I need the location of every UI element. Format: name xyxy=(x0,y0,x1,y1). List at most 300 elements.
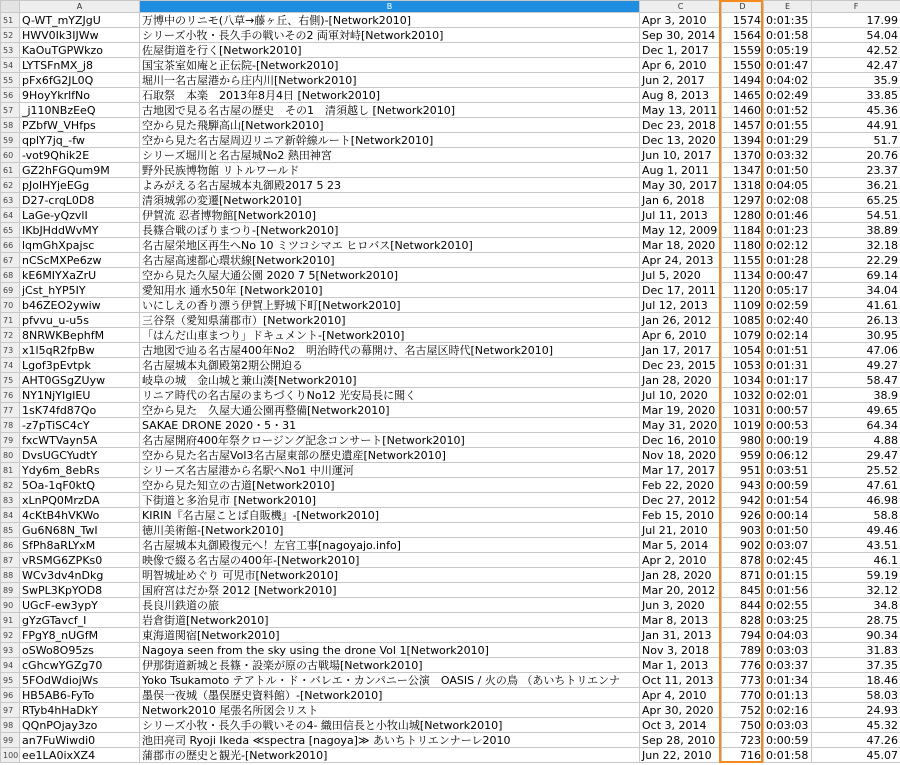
cell-b[interactable]: 「はんだ山車まつり」ドキュメント-[Network2010] xyxy=(140,328,640,343)
cell-b[interactable]: 空から見た 久屋大通公園再整備[Network2010] xyxy=(140,403,640,418)
cell-a[interactable]: pfvvu_u-u5s xyxy=(20,313,140,328)
cell-f[interactable]: 64.34 xyxy=(812,418,900,433)
cell-a[interactable]: Q-WT_mYZJgU xyxy=(20,13,140,28)
cell-d[interactable]: 1085 xyxy=(722,313,764,328)
row-header[interactable]: 66 xyxy=(1,238,20,253)
cell-f[interactable]: 54.51 xyxy=(812,208,900,223)
cell-b[interactable]: いにしえの香り漂う伊賀上野城下町[Network2010] xyxy=(140,298,640,313)
cell-a[interactable]: oSWo8O95zs xyxy=(20,643,140,658)
cell-f[interactable]: 36.21 xyxy=(812,178,900,193)
cell-a[interactable]: xLnPQ0MrzDA xyxy=(20,493,140,508)
cell-d[interactable]: 1109 xyxy=(722,298,764,313)
cell-c[interactable]: Jul 10, 2020 xyxy=(640,388,722,403)
column-header-e[interactable]: E xyxy=(764,1,812,13)
row-header[interactable]: 80 xyxy=(1,448,20,463)
row-header[interactable]: 61 xyxy=(1,163,20,178)
cell-e[interactable]: 0:03:03 xyxy=(764,643,812,658)
cell-a[interactable]: lqmGhXpajsc xyxy=(20,238,140,253)
cell-d[interactable]: 1394 xyxy=(722,133,764,148)
cell-b[interactable]: 名古屋城本丸御殿復元へ！左官工事[nagoyajo.info] xyxy=(140,538,640,553)
cell-e[interactable]: 0:02:40 xyxy=(764,313,812,328)
cell-f[interactable]: 41.61 xyxy=(812,298,900,313)
cell-e[interactable]: 0:01:28 xyxy=(764,253,812,268)
cell-e[interactable]: 0:00:59 xyxy=(764,733,812,748)
cell-b[interactable]: Nagoya seen from the sky using the drone Vol 1[Network2010] xyxy=(140,643,640,658)
cell-c[interactable]: Jul 21, 2010 xyxy=(640,523,722,538)
cell-b[interactable]: 古地図で辿る名古屋400年No2 明治時代の幕開け、名古屋区時代[Network2010] xyxy=(140,343,640,358)
row-header[interactable]: 87 xyxy=(1,553,20,568)
row-header[interactable]: 55 xyxy=(1,73,20,88)
cell-d[interactable]: 1457 xyxy=(722,118,764,133)
row-header[interactable]: 56 xyxy=(1,88,20,103)
cell-a[interactable]: LYTSFnMX_j8 xyxy=(20,58,140,73)
cell-f[interactable]: 54.04 xyxy=(812,28,900,43)
cell-f[interactable]: 58.47 xyxy=(812,373,900,388)
cell-b[interactable]: シリーズ名古屋港から名駅へNo1 中川運河 xyxy=(140,463,640,478)
cell-b[interactable]: 空から見た久屋大通公園 2020 7 5[Network2010] xyxy=(140,268,640,283)
cell-b[interactable]: 万博中のリニモ(八草→藤ヶ丘、右側)-[Network2010] xyxy=(140,13,640,28)
cell-d[interactable]: 794 xyxy=(722,628,764,643)
cell-d[interactable]: 789 xyxy=(722,643,764,658)
row-header[interactable]: 60 xyxy=(1,148,20,163)
cell-a[interactable]: Gu6N68N_TwI xyxy=(20,523,140,538)
cell-b[interactable]: SAKAE DRONE 2020・5・31 xyxy=(140,418,640,433)
cell-b[interactable]: KIRIN『名古屋ことば自販機』-[Network2010] xyxy=(140,508,640,523)
row-header[interactable]: 97 xyxy=(1,703,20,718)
cell-b[interactable]: 長篠合戦のぼりまつり-[Network2010] xyxy=(140,223,640,238)
row-header[interactable]: 86 xyxy=(1,538,20,553)
cell-a[interactable]: IKbJHddWvMY xyxy=(20,223,140,238)
cell-c[interactable]: Mar 19, 2020 xyxy=(640,403,722,418)
cell-b[interactable]: Network2010 尾張名所図会リスト xyxy=(140,703,640,718)
cell-e[interactable]: 0:01:34 xyxy=(764,673,812,688)
cell-d[interactable]: 723 xyxy=(722,733,764,748)
cell-f[interactable]: 46.98 xyxy=(812,493,900,508)
row-header[interactable]: 64 xyxy=(1,208,20,223)
cell-d[interactable]: 1184 xyxy=(722,223,764,238)
cell-e[interactable]: 0:01:47 xyxy=(764,58,812,73)
cell-a[interactable]: vRSMG6ZPKs0 xyxy=(20,553,140,568)
cell-d[interactable]: 1031 xyxy=(722,403,764,418)
cell-d[interactable]: 871 xyxy=(722,568,764,583)
cell-b[interactable]: シリーズ小牧・長久手の戦いその2 両軍対峙[Network2010] xyxy=(140,28,640,43)
cell-e[interactable]: 0:00:47 xyxy=(764,268,812,283)
cell-e[interactable]: 0:05:19 xyxy=(764,43,812,58)
cell-b[interactable]: よみがえる名古屋城本丸御殿2017 5 23 xyxy=(140,178,640,193)
cell-d[interactable]: 878 xyxy=(722,553,764,568)
cell-b[interactable]: 名古屋城本丸御殿第2期公開迫る xyxy=(140,358,640,373)
row-header[interactable]: 62 xyxy=(1,178,20,193)
row-header[interactable]: 100 xyxy=(1,748,20,763)
cell-c[interactable]: Jul 5, 2020 xyxy=(640,268,722,283)
cell-e[interactable]: 0:04:02 xyxy=(764,73,812,88)
cell-f[interactable]: 28.75 xyxy=(812,613,900,628)
cell-d[interactable]: 1347 xyxy=(722,163,764,178)
cell-b[interactable]: Yoko Tsukamoto テアトル・ド・バレエ・カンパニー公演 OASIS / 火の鳥 （あいちトリエンナ xyxy=(140,673,640,688)
cell-b[interactable]: 名古屋開府400年祭クロージング記念コンサート[Network2010] xyxy=(140,433,640,448)
cell-f[interactable]: 69.14 xyxy=(812,268,900,283)
cell-a[interactable]: gYzGTavcf_I xyxy=(20,613,140,628)
cell-c[interactable]: Mar 20, 2012 xyxy=(640,583,722,598)
cell-a[interactable]: -vot9Qhik2E xyxy=(20,148,140,163)
row-header[interactable]: 98 xyxy=(1,718,20,733)
cell-f[interactable]: 25.52 xyxy=(812,463,900,478)
cell-a[interactable]: -z7pTiSC4cY xyxy=(20,418,140,433)
cell-c[interactable]: Jul 11, 2013 xyxy=(640,208,722,223)
cell-c[interactable]: Dec 27, 2012 xyxy=(640,493,722,508)
cell-d[interactable]: 980 xyxy=(722,433,764,448)
cell-e[interactable]: 0:00:57 xyxy=(764,403,812,418)
cell-e[interactable]: 0:01:46 xyxy=(764,208,812,223)
cell-e[interactable]: 0:05:17 xyxy=(764,283,812,298)
row-header[interactable]: 88 xyxy=(1,568,20,583)
cell-b[interactable]: 徳川美術館-[Network2010] xyxy=(140,523,640,538)
cell-a[interactable]: nCScMXPe6zw xyxy=(20,253,140,268)
cell-b[interactable]: 墨俣一夜城（墨俣歴史資料館）-[Network2010] xyxy=(140,688,640,703)
cell-b[interactable]: 三谷祭（愛知県蒲郡市）[Network2010] xyxy=(140,313,640,328)
cell-e[interactable]: 0:03:37 xyxy=(764,658,812,673)
cell-c[interactable]: Jan 6, 2018 xyxy=(640,193,722,208)
cell-c[interactable]: Apr 4, 2010 xyxy=(640,688,722,703)
row-header[interactable]: 79 xyxy=(1,433,20,448)
row-header[interactable]: 93 xyxy=(1,643,20,658)
cell-b[interactable]: 映像で綴る名古屋の400年-[Network2010] xyxy=(140,553,640,568)
cell-e[interactable]: 0:02:08 xyxy=(764,193,812,208)
cell-c[interactable]: May 12, 2009 xyxy=(640,223,722,238)
cell-d[interactable]: 943 xyxy=(722,478,764,493)
row-header[interactable]: 72 xyxy=(1,328,20,343)
cell-f[interactable]: 47.06 xyxy=(812,343,900,358)
cell-b[interactable]: 岐阜の城 金山城と兼山湊[Network2010] xyxy=(140,373,640,388)
column-header-b[interactable]: B xyxy=(140,1,640,13)
row-header[interactable]: 96 xyxy=(1,688,20,703)
cell-f[interactable]: 43.51 xyxy=(812,538,900,553)
cell-e[interactable]: 0:02:59 xyxy=(764,298,812,313)
cell-b[interactable]: 名古屋栄地区再生へNo 10 ミツコシマエ ヒロバス[Network2010] xyxy=(140,238,640,253)
row-header[interactable]: 78 xyxy=(1,418,20,433)
cell-e[interactable]: 0:04:05 xyxy=(764,178,812,193)
cell-b[interactable]: 蒲郡市の歴史と観光-[Network2010] xyxy=(140,748,640,763)
cell-a[interactable]: an7FuWiwdi0 xyxy=(20,733,140,748)
cell-c[interactable]: Oct 3, 2014 xyxy=(640,718,722,733)
cell-a[interactable]: 8NRWKBephfM xyxy=(20,328,140,343)
cell-c[interactable]: Apr 3, 2010 xyxy=(640,13,722,28)
cell-f[interactable]: 37.35 xyxy=(812,658,900,673)
cell-d[interactable]: 1054 xyxy=(722,343,764,358)
cell-d[interactable]: 770 xyxy=(722,688,764,703)
cell-b[interactable]: 堀川一名古屋港から庄内川[Network2010] xyxy=(140,73,640,88)
cell-a[interactable]: SfPh8aRLYxM xyxy=(20,538,140,553)
cell-c[interactable]: Jun 3, 2020 xyxy=(640,598,722,613)
row-header[interactable]: 63 xyxy=(1,193,20,208)
row-header[interactable]: 99 xyxy=(1,733,20,748)
cell-e[interactable]: 0:02:14 xyxy=(764,328,812,343)
cell-e[interactable]: 0:00:19 xyxy=(764,433,812,448)
cell-d[interactable]: 942 xyxy=(722,493,764,508)
cell-e[interactable]: 0:02:12 xyxy=(764,238,812,253)
cell-f[interactable]: 30.95 xyxy=(812,328,900,343)
cell-e[interactable]: 0:01:35 xyxy=(764,13,812,28)
cell-c[interactable]: Dec 13, 2020 xyxy=(640,133,722,148)
cell-c[interactable]: Aug 8, 2013 xyxy=(640,88,722,103)
cell-b[interactable]: 池田亮司 Ryoji Ikeda ≪spectra [nagoya]≫ あいちトリエンナーレ2010 xyxy=(140,733,640,748)
cell-d[interactable]: 1564 xyxy=(722,28,764,43)
cell-f[interactable]: 49.65 xyxy=(812,403,900,418)
cell-b[interactable]: シリーズ堀川と名古屋城No2 熱田神宮 xyxy=(140,148,640,163)
cell-d[interactable]: 1559 xyxy=(722,43,764,58)
row-header[interactable]: 84 xyxy=(1,508,20,523)
cell-d[interactable]: 903 xyxy=(722,523,764,538)
cell-c[interactable]: Aug 1, 2011 xyxy=(640,163,722,178)
row-header[interactable]: 83 xyxy=(1,493,20,508)
cell-d[interactable]: 716 xyxy=(722,748,764,763)
cell-e[interactable]: 0:01:55 xyxy=(764,118,812,133)
cell-f[interactable]: 47.61 xyxy=(812,478,900,493)
cell-e[interactable]: 0:01:58 xyxy=(764,748,812,763)
cell-f[interactable]: 22.29 xyxy=(812,253,900,268)
cell-e[interactable]: 0:02:01 xyxy=(764,388,812,403)
row-header[interactable]: 82 xyxy=(1,478,20,493)
cell-e[interactable]: 0:03:25 xyxy=(764,613,812,628)
row-header[interactable]: 90 xyxy=(1,598,20,613)
cell-c[interactable]: Apr 6, 2010 xyxy=(640,58,722,73)
cell-f[interactable]: 4.88 xyxy=(812,433,900,448)
row-header[interactable]: 59 xyxy=(1,133,20,148)
cell-c[interactable]: Dec 23, 2018 xyxy=(640,118,722,133)
cell-c[interactable]: Mar 5, 2014 xyxy=(640,538,722,553)
row-header[interactable]: 52 xyxy=(1,28,20,43)
select-all-corner[interactable] xyxy=(1,1,20,13)
cell-b[interactable]: 野外民族博物館 リトルワールド xyxy=(140,163,640,178)
row-header[interactable]: 89 xyxy=(1,583,20,598)
cell-b[interactable]: シリーズ小牧・長久手の戦いその4- 織田信長と小牧山城[Network2010] xyxy=(140,718,640,733)
row-header[interactable]: 76 xyxy=(1,388,20,403)
cell-d[interactable]: 959 xyxy=(722,448,764,463)
cell-d[interactable]: 951 xyxy=(722,463,764,478)
cell-f[interactable]: 20.76 xyxy=(812,148,900,163)
cell-e[interactable]: 0:01:50 xyxy=(764,163,812,178)
column-header-a[interactable]: A xyxy=(20,1,140,13)
cell-d[interactable]: 750 xyxy=(722,718,764,733)
cell-f[interactable]: 45.32 xyxy=(812,718,900,733)
cell-a[interactable]: b46ZEO2ywiw xyxy=(20,298,140,313)
cell-b[interactable]: 東海道関宿[Network2010] xyxy=(140,628,640,643)
cell-e[interactable]: 0:03:07 xyxy=(764,538,812,553)
cell-e[interactable]: 0:01:54 xyxy=(764,493,812,508)
cell-f[interactable]: 38.9 xyxy=(812,388,900,403)
cell-e[interactable]: 0:01:52 xyxy=(764,103,812,118)
cell-a[interactable]: RTyb4hHaDkY xyxy=(20,703,140,718)
cell-e[interactable]: 0:04:03 xyxy=(764,628,812,643)
row-header[interactable]: 58 xyxy=(1,118,20,133)
cell-e[interactable]: 0:02:16 xyxy=(764,703,812,718)
cell-c[interactable]: Jul 12, 2013 xyxy=(640,298,722,313)
cell-b[interactable]: 伊賀流 忍者博物館[Network2010] xyxy=(140,208,640,223)
cell-a[interactable]: pJolHYjeEGg xyxy=(20,178,140,193)
cell-f[interactable]: 45.07 xyxy=(812,748,900,763)
cell-b[interactable]: 伊那街道新城と長篠・設楽が原の古戦場[Network2010] xyxy=(140,658,640,673)
cell-e[interactable]: 0:01:23 xyxy=(764,223,812,238)
cell-b[interactable]: 名古屋高速都心環状線[Network2010] xyxy=(140,253,640,268)
cell-e[interactable]: 0:02:55 xyxy=(764,598,812,613)
cell-b[interactable]: 長良川鉄道の旅 xyxy=(140,598,640,613)
cell-f[interactable]: 26.13 xyxy=(812,313,900,328)
cell-c[interactable]: Apr 24, 2013 xyxy=(640,253,722,268)
cell-a[interactable]: SwPL3KpYOD8 xyxy=(20,583,140,598)
cell-d[interactable]: 752 xyxy=(722,703,764,718)
cell-c[interactable]: Apr 30, 2020 xyxy=(640,703,722,718)
cell-f[interactable]: 49.27 xyxy=(812,358,900,373)
cell-e[interactable]: 0:00:53 xyxy=(764,418,812,433)
cell-f[interactable]: 44.91 xyxy=(812,118,900,133)
cell-c[interactable]: Dec 16, 2010 xyxy=(640,433,722,448)
cell-c[interactable]: Jun 22, 2010 xyxy=(640,748,722,763)
cell-f[interactable]: 18.46 xyxy=(812,673,900,688)
cell-a[interactable]: 1sK74fd87Qo xyxy=(20,403,140,418)
cell-a[interactable]: pFx6fG2JL0Q xyxy=(20,73,140,88)
cell-d[interactable]: 1280 xyxy=(722,208,764,223)
cell-f[interactable]: 17.99 xyxy=(812,13,900,28)
cell-e[interactable]: 0:01:58 xyxy=(764,28,812,43)
cell-a[interactable]: qplY7jq_-fw xyxy=(20,133,140,148)
cell-a[interactable]: UGcF-ew3ypY xyxy=(20,598,140,613)
cell-b[interactable]: リニア時代の名古屋のまちづくりNo12 光安局長に聞く xyxy=(140,388,640,403)
cell-f[interactable]: 42.52 xyxy=(812,43,900,58)
cell-c[interactable]: Jan 17, 2017 xyxy=(640,343,722,358)
cell-c[interactable]: Sep 30, 2014 xyxy=(640,28,722,43)
cell-c[interactable]: Jan 26, 2012 xyxy=(640,313,722,328)
cell-a[interactable]: fxcWTVayn5A xyxy=(20,433,140,448)
cell-f[interactable]: 34.8 xyxy=(812,598,900,613)
cell-c[interactable]: Sep 28, 2010 xyxy=(640,733,722,748)
cell-d[interactable]: 1053 xyxy=(722,358,764,373)
cell-f[interactable]: 59.19 xyxy=(812,568,900,583)
cell-c[interactable]: Jan 31, 2013 xyxy=(640,628,722,643)
cell-e[interactable]: 0:01:51 xyxy=(764,343,812,358)
cell-d[interactable]: 1370 xyxy=(722,148,764,163)
cell-d[interactable]: 1134 xyxy=(722,268,764,283)
cell-a[interactable]: Lgof3pEvtpk xyxy=(20,358,140,373)
row-header[interactable]: 67 xyxy=(1,253,20,268)
cell-c[interactable]: Dec 17, 2011 xyxy=(640,283,722,298)
row-header[interactable]: 95 xyxy=(1,673,20,688)
cell-e[interactable]: 0:03:03 xyxy=(764,718,812,733)
cell-a[interactable]: QQnPOjay3zo xyxy=(20,718,140,733)
cell-f[interactable]: 90.34 xyxy=(812,628,900,643)
cell-e[interactable]: 0:00:59 xyxy=(764,478,812,493)
cell-f[interactable]: 45.36 xyxy=(812,103,900,118)
cell-f[interactable]: 51.7 xyxy=(812,133,900,148)
cell-b[interactable]: 清須城郭の変遷[Network2010] xyxy=(140,193,640,208)
row-header[interactable]: 77 xyxy=(1,403,20,418)
cell-b[interactable]: 国宝茶室如庵と正伝院-[Network2010] xyxy=(140,58,640,73)
cell-a[interactable]: Ydy6m_8ebRs xyxy=(20,463,140,478)
row-header[interactable]: 75 xyxy=(1,373,20,388)
cell-a[interactable]: HB5AB6-FyTo xyxy=(20,688,140,703)
cell-a[interactable]: 9HoyYkrlfNo xyxy=(20,88,140,103)
cell-b[interactable]: 古地図で見る名古屋の歴史 その1 清須越し [Network2010] xyxy=(140,103,640,118)
cell-a[interactable]: cGhcwYGZg70 xyxy=(20,658,140,673)
cell-f[interactable]: 35.9 xyxy=(812,73,900,88)
cell-d[interactable]: 926 xyxy=(722,508,764,523)
row-header[interactable]: 94 xyxy=(1,658,20,673)
row-header[interactable]: 70 xyxy=(1,298,20,313)
row-header[interactable]: 51 xyxy=(1,13,20,28)
cell-e[interactable]: 0:01:13 xyxy=(764,688,812,703)
cell-a[interactable]: ee1LA0ixXZ4 xyxy=(20,748,140,763)
cell-e[interactable]: 0:06:12 xyxy=(764,448,812,463)
row-header[interactable]: 85 xyxy=(1,523,20,538)
column-header-c[interactable]: C xyxy=(640,1,722,13)
cell-d[interactable]: 1574 xyxy=(722,13,764,28)
cell-d[interactable]: 902 xyxy=(722,538,764,553)
cell-f[interactable]: 33.85 xyxy=(812,88,900,103)
cell-c[interactable]: Feb 15, 2010 xyxy=(640,508,722,523)
cell-f[interactable]: 38.89 xyxy=(812,223,900,238)
cell-b[interactable]: 下街道と多治見市 [Network2010] xyxy=(140,493,640,508)
row-header[interactable]: 92 xyxy=(1,628,20,643)
cell-d[interactable]: 1465 xyxy=(722,88,764,103)
cell-f[interactable]: 24.93 xyxy=(812,703,900,718)
cell-a[interactable]: NY1NjYIgIEU xyxy=(20,388,140,403)
cell-b[interactable]: 空から見た飛騨高山[Network2010] xyxy=(140,118,640,133)
cell-e[interactable]: 0:03:32 xyxy=(764,148,812,163)
cell-c[interactable]: Jan 28, 2020 xyxy=(640,373,722,388)
cell-e[interactable]: 0:01:31 xyxy=(764,358,812,373)
cell-d[interactable]: 776 xyxy=(722,658,764,673)
column-header-f[interactable]: F xyxy=(812,1,900,13)
cell-b[interactable]: 石取祭 本楽 2013年8月4日 [Network2010] xyxy=(140,88,640,103)
cell-e[interactable]: 0:02:49 xyxy=(764,88,812,103)
cell-a[interactable]: kE6MIYXaZrU xyxy=(20,268,140,283)
cell-b[interactable]: 国府宮はだか祭 2012 [Network2010] xyxy=(140,583,640,598)
cell-e[interactable]: 0:00:14 xyxy=(764,508,812,523)
cell-d[interactable]: 1297 xyxy=(722,193,764,208)
cell-a[interactable]: PZbfW_VHfps xyxy=(20,118,140,133)
cell-e[interactable]: 0:03:51 xyxy=(764,463,812,478)
cell-e[interactable]: 0:01:17 xyxy=(764,373,812,388)
cell-b[interactable]: 佐屋街道を行く[Network2010] xyxy=(140,43,640,58)
cell-b[interactable]: 空から見た名古屋周辺リニア新幹線ルート[Network2010] xyxy=(140,133,640,148)
cell-b[interactable]: 岩倉街道[Network2010] xyxy=(140,613,640,628)
row-header[interactable]: 91 xyxy=(1,613,20,628)
cell-f[interactable]: 32.12 xyxy=(812,583,900,598)
row-header[interactable]: 73 xyxy=(1,343,20,358)
cell-e[interactable]: 0:02:45 xyxy=(764,553,812,568)
cell-e[interactable]: 0:01:29 xyxy=(764,133,812,148)
cell-c[interactable]: Dec 23, 2015 xyxy=(640,358,722,373)
cell-d[interactable]: 1019 xyxy=(722,418,764,433)
cell-c[interactable]: Dec 1, 2017 xyxy=(640,43,722,58)
cell-d[interactable]: 844 xyxy=(722,598,764,613)
cell-f[interactable]: 65.25 xyxy=(812,193,900,208)
cell-f[interactable]: 31.83 xyxy=(812,643,900,658)
cell-c[interactable]: Apr 6, 2010 xyxy=(640,328,722,343)
cell-f[interactable]: 47.26 xyxy=(812,733,900,748)
cell-f[interactable]: 58.8 xyxy=(812,508,900,523)
cell-b[interactable]: 空から見た知立の古道[Network2010] xyxy=(140,478,640,493)
cell-d[interactable]: 1550 xyxy=(722,58,764,73)
cell-c[interactable]: Jun 2, 2017 xyxy=(640,73,722,88)
cell-d[interactable]: 1318 xyxy=(722,178,764,193)
cell-d[interactable]: 1034 xyxy=(722,373,764,388)
column-header-d[interactable]: D xyxy=(722,1,764,13)
cell-c[interactable]: May 30, 2017 xyxy=(640,178,722,193)
cell-c[interactable]: Jan 28, 2020 xyxy=(640,568,722,583)
cell-f[interactable]: 42.47 xyxy=(812,58,900,73)
cell-c[interactable]: Mar 8, 2013 xyxy=(640,613,722,628)
cell-d[interactable]: 1120 xyxy=(722,283,764,298)
